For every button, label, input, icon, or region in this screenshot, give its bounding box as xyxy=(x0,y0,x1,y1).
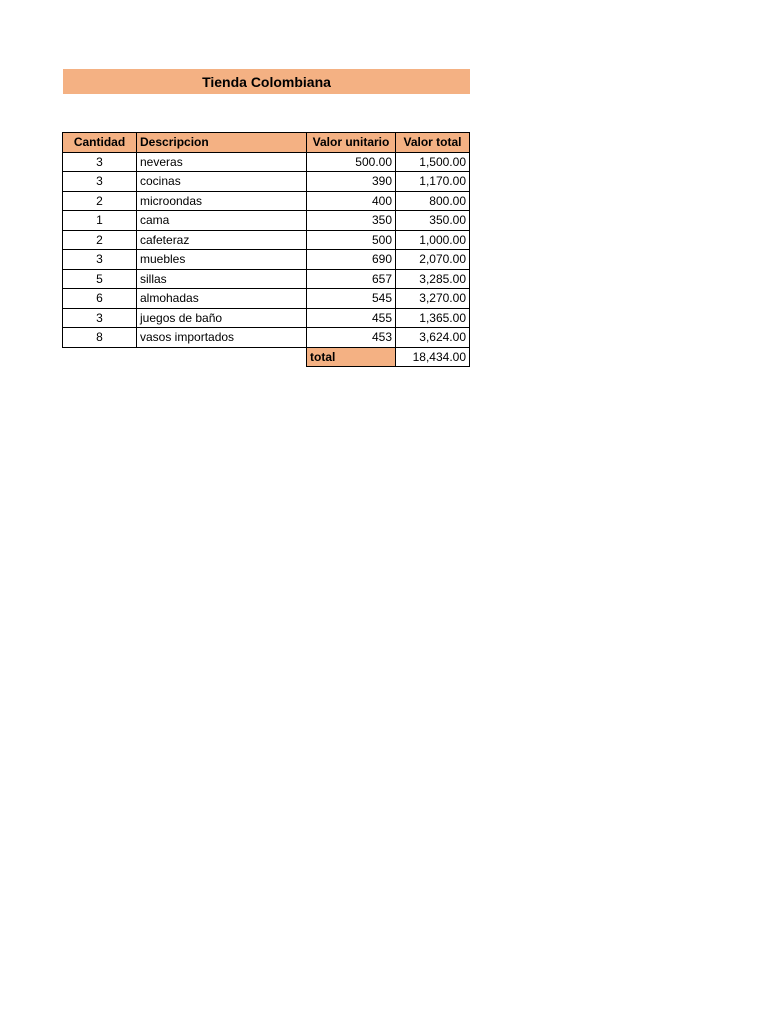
cell-valor-unitario[interactable]: 657 xyxy=(307,269,396,289)
cell-valor-unitario[interactable]: 350 xyxy=(307,211,396,231)
cell-valor-total[interactable]: 1,500.00 xyxy=(396,152,470,172)
cell-valor-unitario[interactable]: 453 xyxy=(307,328,396,348)
table-row xyxy=(63,250,470,270)
cell-descripcion[interactable]: cama xyxy=(137,211,307,231)
cell-descripcion[interactable]: microondas xyxy=(137,191,307,211)
cell-valor-unitario[interactable]: 690 xyxy=(307,250,396,270)
cell-valor-unitario[interactable]: 500.00 xyxy=(307,152,396,172)
blank-cell xyxy=(137,347,307,367)
cell-descripcion[interactable]: cocinas xyxy=(137,172,307,192)
table-row xyxy=(63,328,470,348)
cell-cantidad[interactable]: 3 xyxy=(63,152,137,172)
table-row xyxy=(63,230,470,250)
blank-cell xyxy=(63,347,137,367)
header-row xyxy=(63,133,470,153)
cell-valor-total[interactable]: 1,000.00 xyxy=(396,230,470,250)
cell-valor-total[interactable]: 3,285.00 xyxy=(396,269,470,289)
header-valor-unitario[interactable]: Valor unitario xyxy=(307,133,396,153)
cell-valor-total[interactable]: 1,365.00 xyxy=(396,308,470,328)
cell-valor-total[interactable]: 3,624.00 xyxy=(396,328,470,348)
cell-cantidad[interactable]: 5 xyxy=(63,269,137,289)
table-row xyxy=(63,191,470,211)
cell-cantidad[interactable]: 6 xyxy=(63,289,137,309)
sheet-title-text: Tienda Colombiana xyxy=(202,73,331,90)
total-label[interactable]: total xyxy=(307,347,396,367)
cell-descripcion[interactable]: neveras xyxy=(137,152,307,172)
cell-cantidad[interactable]: 3 xyxy=(63,308,137,328)
cell-cantidad[interactable]: 3 xyxy=(63,172,137,192)
cell-descripcion[interactable]: sillas xyxy=(137,269,307,289)
cell-valor-total[interactable]: 350.00 xyxy=(396,211,470,231)
cell-valor-unitario[interactable]: 455 xyxy=(307,308,396,328)
table-row xyxy=(63,269,470,289)
table-row xyxy=(63,289,470,309)
cell-descripcion[interactable]: vasos importados xyxy=(137,328,307,348)
cell-cantidad[interactable]: 2 xyxy=(63,191,137,211)
cell-valor-total[interactable]: 2,070.00 xyxy=(396,250,470,270)
cell-descripcion[interactable]: cafeteraz xyxy=(137,230,307,250)
cell-cantidad[interactable]: 3 xyxy=(63,250,137,270)
cell-cantidad[interactable]: 2 xyxy=(63,230,137,250)
cell-valor-unitario[interactable]: 500 xyxy=(307,230,396,250)
header-valor-total[interactable]: Valor total xyxy=(396,133,470,153)
header-descripcion[interactable]: Descripcion xyxy=(137,133,307,153)
table-row xyxy=(63,172,470,192)
cell-descripcion[interactable]: almohadas xyxy=(137,289,307,309)
total-value[interactable]: 18,434.00 xyxy=(396,347,470,367)
cell-valor-unitario[interactable]: 400 xyxy=(307,191,396,211)
cell-valor-total[interactable]: 3,270.00 xyxy=(396,289,470,309)
header-cantidad[interactable]: Cantidad xyxy=(63,133,137,153)
items-table xyxy=(62,132,470,367)
cell-descripcion[interactable]: muebles xyxy=(137,250,307,270)
cell-cantidad[interactable]: 1 xyxy=(63,211,137,231)
cell-cantidad[interactable]: 8 xyxy=(63,328,137,348)
table-row xyxy=(63,152,470,172)
total-row xyxy=(63,347,470,367)
sheet-title xyxy=(63,69,470,94)
cell-valor-unitario[interactable]: 545 xyxy=(307,289,396,309)
table-row xyxy=(63,211,470,231)
table-row xyxy=(63,308,470,328)
cell-descripcion[interactable]: juegos de baño xyxy=(137,308,307,328)
cell-valor-unitario[interactable]: 390 xyxy=(307,172,396,192)
cell-valor-total[interactable]: 800.00 xyxy=(396,191,470,211)
cell-valor-total[interactable]: 1,170.00 xyxy=(396,172,470,192)
